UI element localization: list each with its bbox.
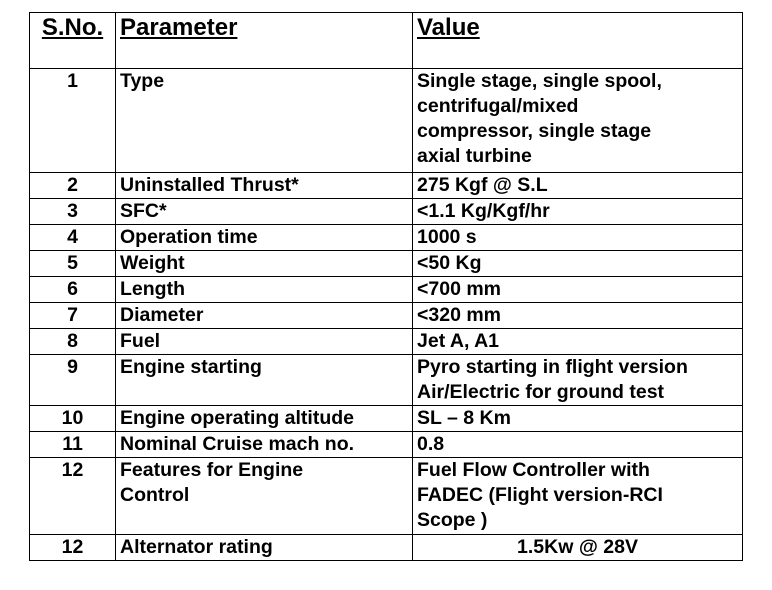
row-value: <1.1 Kg/Kgf/hr xyxy=(413,199,743,225)
table-row xyxy=(30,225,743,251)
row-value: <700 mm xyxy=(413,277,743,303)
value-line: FADEC (Flight version-RCI xyxy=(417,484,663,506)
row-sno: 2 xyxy=(30,173,116,199)
row-sno: 12 xyxy=(30,535,116,561)
row-sno: 7 xyxy=(30,303,116,329)
row-value: <50 Kg xyxy=(413,251,743,277)
row-parameter: Operation time xyxy=(116,225,413,251)
table-row xyxy=(30,199,743,225)
row-value xyxy=(413,355,743,406)
row-sno: 4 xyxy=(30,225,116,251)
row-sno: 8 xyxy=(30,329,116,355)
value-line: Single stage, single spool, xyxy=(417,70,662,92)
row-sno: 5 xyxy=(30,251,116,277)
row-parameter: Weight xyxy=(116,251,413,277)
row-value: <320 mm xyxy=(413,303,743,329)
row-parameter: Engine operating altitude xyxy=(116,406,413,432)
table-row xyxy=(30,329,743,355)
parameter-line: Control xyxy=(120,484,190,506)
table-row xyxy=(30,277,743,303)
table-row xyxy=(30,535,743,561)
row-sno: 3 xyxy=(30,199,116,225)
table-row xyxy=(30,69,743,173)
table-row xyxy=(30,432,743,458)
row-sno: 1 xyxy=(30,69,116,173)
row-value: 1000 s xyxy=(413,225,743,251)
row-value: Jet A, A1 xyxy=(413,329,743,355)
table-row xyxy=(30,251,743,277)
row-parameter: Engine starting xyxy=(116,355,413,406)
row-value: SL – 8 Km xyxy=(413,406,743,432)
row-parameter: Type xyxy=(116,69,413,173)
row-value: 0.8 xyxy=(413,432,743,458)
value-line: Fuel Flow Controller with xyxy=(417,459,650,481)
row-value: 275 Kgf @ S.L xyxy=(413,173,743,199)
row-sno: 10 xyxy=(30,406,116,432)
row-parameter: Uninstalled Thrust* xyxy=(116,173,413,199)
header-parameter: Parameter xyxy=(116,13,413,69)
row-sno: 6 xyxy=(30,277,116,303)
row-parameter: Nominal Cruise mach no. xyxy=(116,432,413,458)
table-row xyxy=(30,355,743,406)
engine-spec-table xyxy=(29,12,743,561)
row-sno: 12 xyxy=(30,458,116,535)
row-parameter: Diameter xyxy=(116,303,413,329)
value-line: Scope ) xyxy=(417,509,488,531)
value-line: Pyro starting in flight version xyxy=(417,356,688,378)
row-parameter: SFC* xyxy=(116,199,413,225)
row-parameter xyxy=(116,458,413,535)
row-value xyxy=(413,69,743,173)
row-parameter: Fuel xyxy=(116,329,413,355)
value-line: compressor, single stage xyxy=(417,120,652,142)
table-row xyxy=(30,406,743,432)
row-parameter: Alternator rating xyxy=(116,535,413,561)
row-sno: 11 xyxy=(30,432,116,458)
header-value: Value xyxy=(413,13,743,69)
value-line: axial turbine xyxy=(417,145,532,167)
header-sno: S.No. xyxy=(30,13,116,69)
table-row xyxy=(30,173,743,199)
row-value xyxy=(413,458,743,535)
value-line: centrifugal/mixed xyxy=(417,95,579,117)
row-parameter: Length xyxy=(116,277,413,303)
row-value: 1.5Kw @ 28V xyxy=(413,535,743,561)
table-header-row xyxy=(30,13,743,69)
value-line: Air/Electric for ground test xyxy=(417,381,665,403)
parameter-line: Features for Engine xyxy=(120,459,304,481)
row-sno: 9 xyxy=(30,355,116,406)
table-row xyxy=(30,458,743,535)
table-row xyxy=(30,303,743,329)
